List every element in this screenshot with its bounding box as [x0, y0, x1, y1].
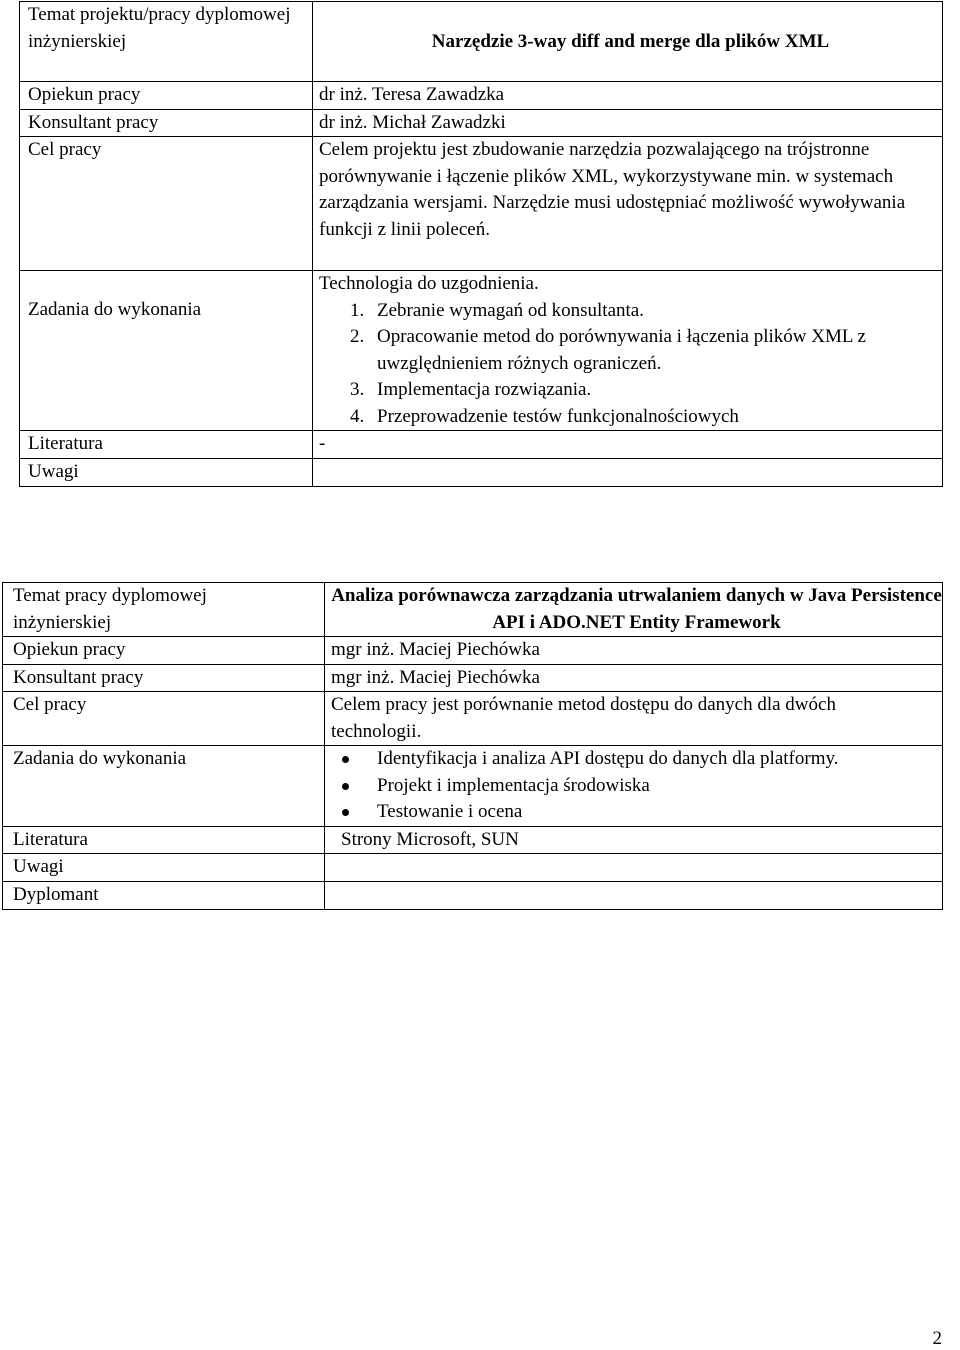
project-table-1	[19, 1, 943, 487]
supervisor-value: dr inż. Teresa Zawadzka	[313, 82, 943, 110]
tasks-list	[331, 746, 942, 826]
goal-label: Cel pracy	[3, 692, 325, 746]
supervisor-label: Opiekun pracy	[3, 637, 325, 665]
literature-label: Literatura	[3, 826, 325, 854]
tasks-intro: Technologia do uzgodnienia.	[319, 273, 539, 294]
task-item: 4. Przeprowadzenie testów funkcjonalnościowych	[369, 404, 942, 431]
supervisor-value: mgr inż. Maciej Piechówka	[325, 637, 943, 665]
task-item: 3. Implementacja rozwiązania.	[369, 377, 942, 404]
goal-label: Cel pracy	[20, 137, 313, 271]
notes-label: Uwagi	[20, 458, 313, 486]
consultant-label: Konsultant pracy	[3, 664, 325, 692]
consultant-value: dr inż. Michał Zawadzki	[313, 109, 943, 137]
goal-value	[313, 137, 943, 271]
tasks-value	[325, 746, 943, 827]
topic-label: Temat pracy dyplomowej inżynierskiej	[3, 583, 325, 637]
literature-value: Strony Microsoft, SUN	[325, 826, 943, 854]
notes-label: Uwagi	[3, 854, 325, 882]
literature-label: Literatura	[20, 431, 313, 459]
task-item: Projekt i implementacja środowiska	[373, 773, 942, 800]
task-item: 1. Zebranie wymagań od konsultanta.	[369, 298, 942, 325]
goal-value: Celem pracy jest porównanie metod dostępu do danych dla dwóch technologii.	[325, 692, 943, 746]
consultant-value: mgr inż. Maciej Piechówka	[325, 664, 943, 692]
student-label: Dyplomant	[3, 881, 325, 909]
page-number: 2	[932, 1328, 942, 1349]
notes-value	[313, 458, 943, 486]
tasks-value	[313, 271, 943, 431]
student-value	[325, 881, 943, 909]
consultant-label: Konsultant pracy	[20, 109, 313, 137]
topic-value: Narzędzie 3-way diff and merge dla plików XML	[313, 2, 943, 82]
topic-label: Temat projektu/pracy dyplomowej inżynierskiej	[20, 2, 313, 82]
goal-text: Celem projektu jest zbudowanie narzędzia pozwalającego na trójstronne porównywanie i łączenie plików XML, wykorzystywane min. w systemach zarządzania wersjami. Narzędzie musi udostępniać możliwość wywoływania funkcji z linii poleceń.	[319, 139, 906, 240]
topic-value: Analiza porównawcza zarządzania utrwalaniem danych w Java Persistence API i ADO.NET Entity Framework	[325, 583, 943, 637]
literature-value: -	[313, 431, 943, 459]
project-table-2	[2, 582, 943, 910]
tasks-list	[319, 298, 942, 431]
notes-value	[325, 854, 943, 882]
task-item: 2. Opracowanie metod do porównywania i łączenia plików XML z uwzględnieniem różnych ograniczeń.	[369, 324, 942, 377]
task-item: Identyfikacja i analiza API dostępu do danych dla platformy.	[373, 746, 942, 773]
tasks-label: Zadania do wykonania	[3, 746, 325, 827]
task-item: Testowanie i ocena	[373, 799, 942, 826]
tasks-label: Zadania do wykonania	[20, 271, 313, 431]
supervisor-label: Opiekun pracy	[20, 82, 313, 110]
